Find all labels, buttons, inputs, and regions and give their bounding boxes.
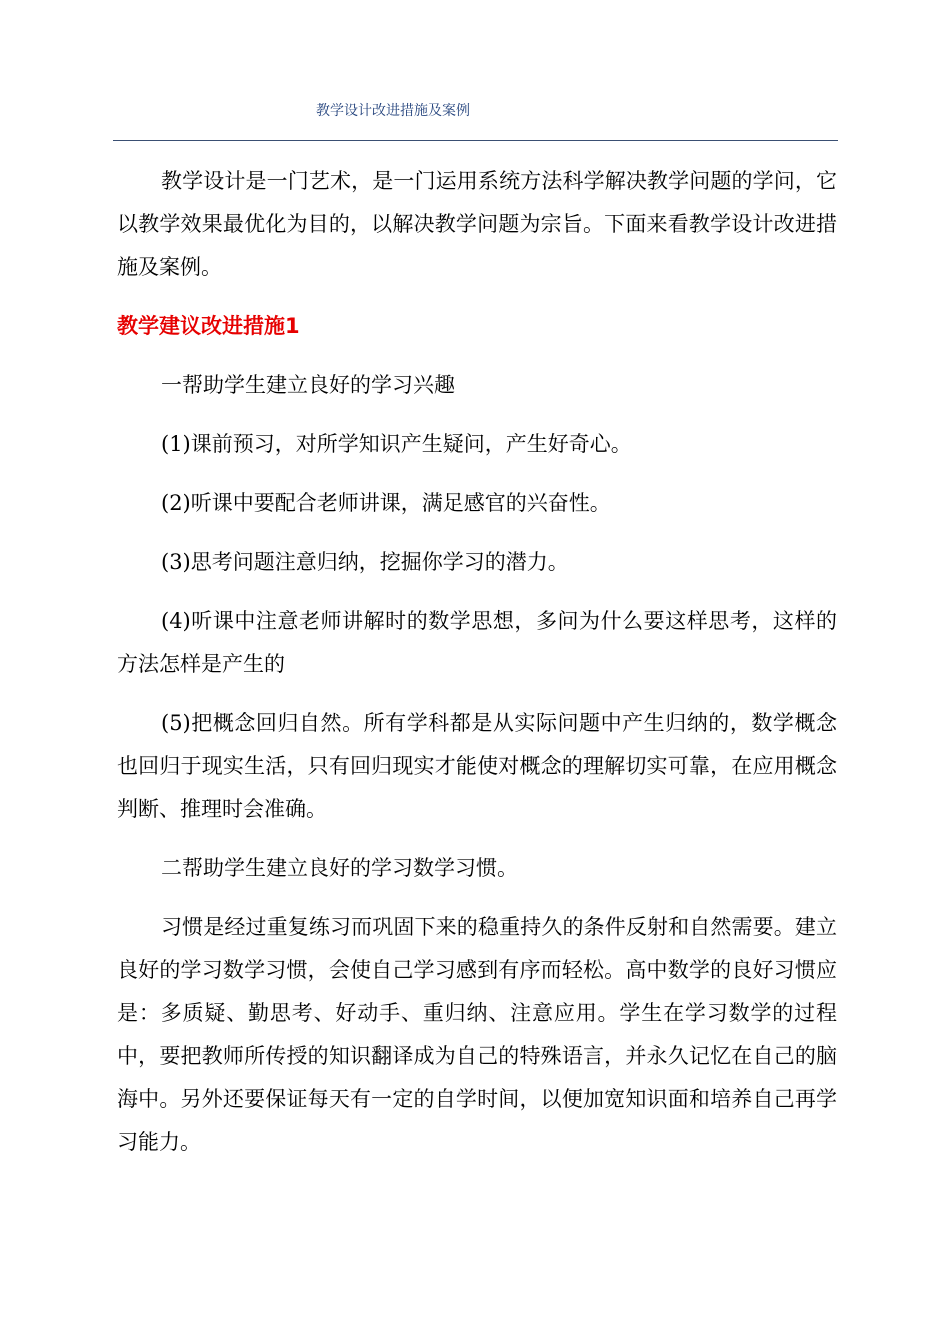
paragraph-item-3: (3)思考问题注意归纳，挖掘你学习的潜力。 [161, 550, 569, 574]
document-body [117, 160, 837, 1164]
paragraph-interest-heading: 一帮助学生建立良好的学习兴趣 [161, 373, 455, 397]
header-title: 教学设计改进措施及案例 [316, 103, 470, 119]
paragraph-habit-heading: 二帮助学生建立良好的学习数学习惯。 [161, 856, 518, 880]
paragraph-item-4: (4)听课中注意老师讲解时的数学思想，多问为什么要这样思考，这样的方法怎样是产生的 [117, 609, 837, 676]
intro-paragraph: 教学设计是一门艺术，是一门运用系统方法科学解决教学问题的学问，它以教学效果最优化为目的，以解决教学问题为宗旨。下面来看教学设计改进措施及案例。 [117, 169, 837, 279]
paragraph-habit-body: 习惯是经过重复练习而巩固下来的稳重持久的条件反射和自然需要。建立良好的学习数学习惯，会使自己学习感到有序而轻松。高中数学的良好习惯应是：多质疑、勤思考、好动手、重归纳、注意应用。学生在学习数学的过程中，要把教师所传授的知识翻译成为自己的特殊语言，并永久记忆在自己的脑海中。另外还要保证每天有一定的自学时间，以便加宽知识面和培养自己再学习能力。 [117, 915, 837, 1154]
section-heading: 教学建议改进措施1 [117, 314, 300, 338]
paragraph-item-5: (5)把概念回归自然。所有学科都是从实际问题中产生归纳的，数学概念也回归于现实生活，只有回归现实才能使对概念的理解切实可靠，在应用概念判断、推理时会准确。 [117, 711, 837, 821]
paragraph-item-2: (2)听课中要配合老师讲课，满足感官的兴奋性。 [161, 491, 611, 515]
header-divider [113, 140, 838, 141]
paragraph-item-1: (1)课前预习，对所学知识产生疑问，产生好奇心。 [161, 432, 632, 456]
